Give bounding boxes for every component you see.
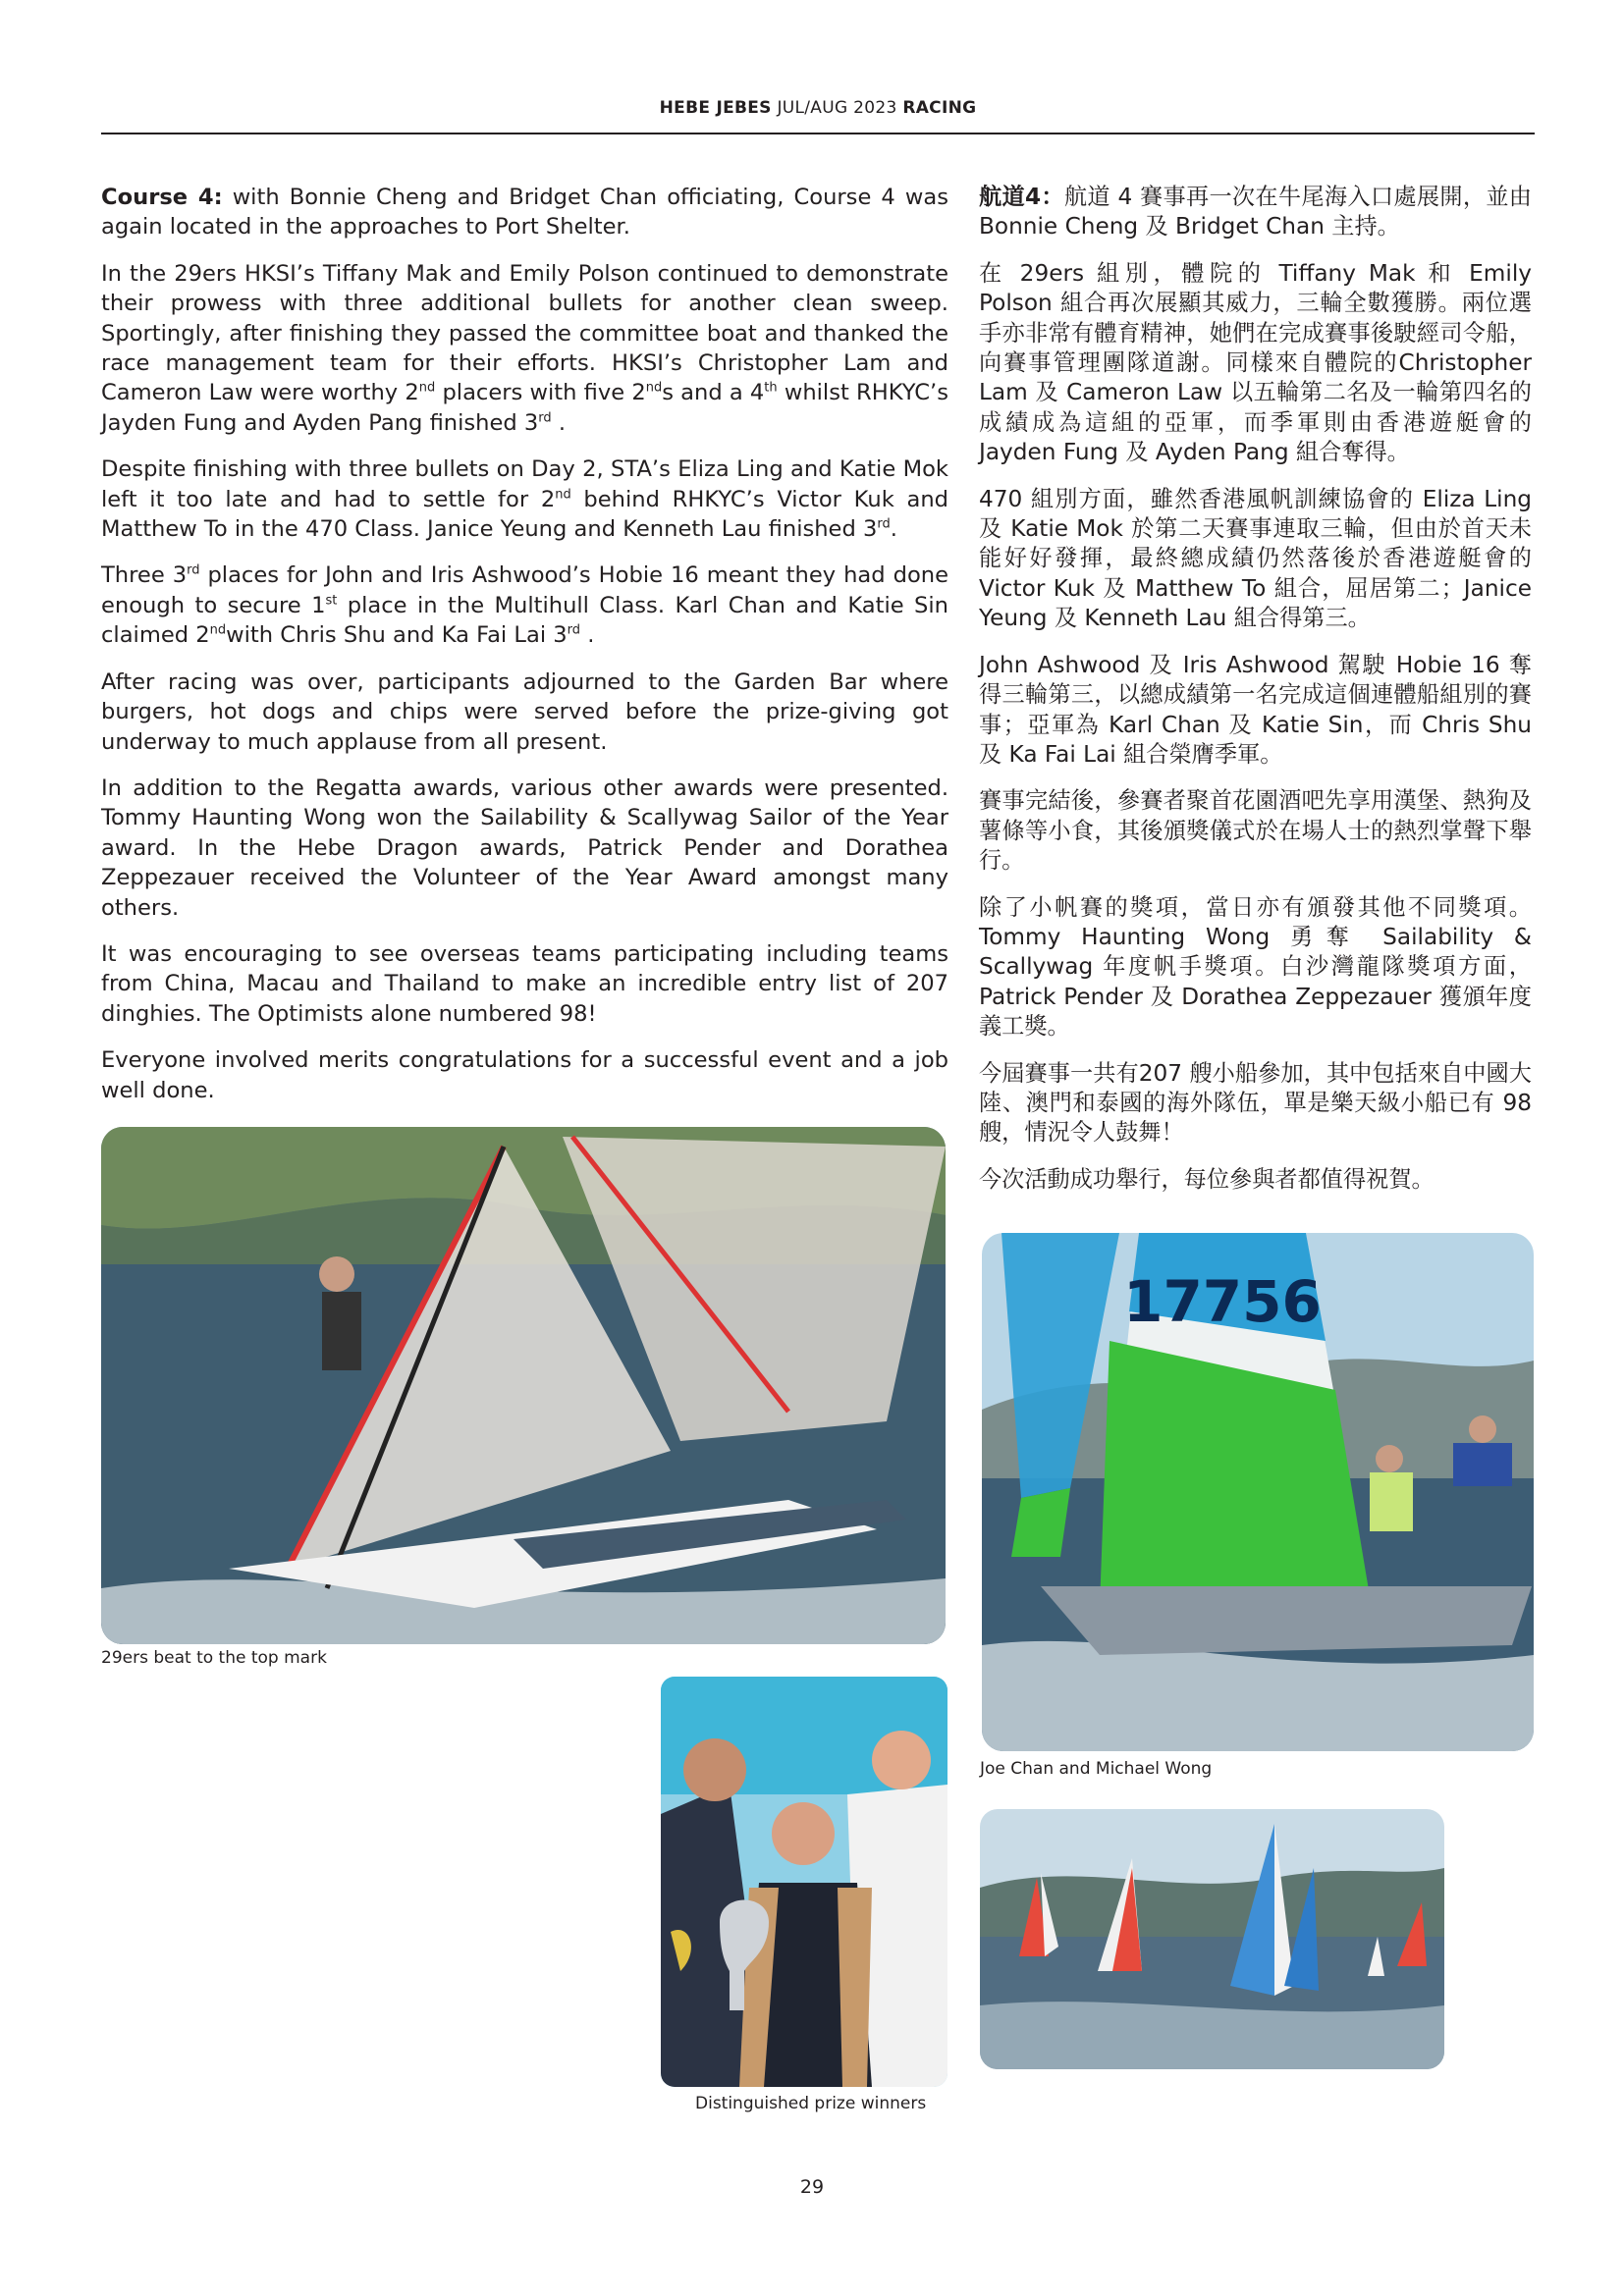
en-p4-c: place in the Multihull Class. Karl Chan and Katie Sin claimed 2 (101, 592, 948, 649)
photo-dinghy-fleet (980, 1809, 1444, 2069)
caption-hobie: Joe Chan and Michael Wong (980, 1759, 1213, 1779)
zh-p1-text: 航道 4 賽事再一次在牛尾海入口處展開，並由 Bonnie Cheng 及 Bridget Chan 主持。 (979, 184, 1532, 240)
publication-name: HEBE JEBES (659, 98, 772, 118)
section-name: RACING (902, 98, 977, 118)
zh-paragraph-2: 在 29ers 組別，體院的 Tiffany Mak 和 Emily Polson 組合再次展顯其威力，三輪全數獲勝。兩位選手亦非常有體育精神，她們在完成賽事後駛經司令船，向賽事管理團隊道謝。同樣來自體院的Christopher Lam 及 Cameron Law 以五輪第二名及一輪第四名的成績成為這組的亞軍，而季軍則由香港遊艇會的 Jayden Fung 及 Ayden Pang 組合奪得。 (979, 259, 1532, 466)
en-p4-sup2: st (325, 593, 338, 609)
photo-prize-winners (661, 1677, 947, 2087)
prize-winners-image (661, 1677, 947, 2087)
zh-paragraph-7: 今屆賽事一共有207 艘小船參加，其中包括來自中國大陸、澳門和泰國的海外隊伍，單是樂天級小船已有 98 艘，情況令人鼓舞！ (979, 1059, 1532, 1147)
en-p4-a: Three 3 (101, 562, 188, 589)
en-paragraph-8: Everyone involved merits congratulations for a successful event and a job well done. (101, 1047, 948, 1103)
en-paragraph-1 (101, 183, 948, 242)
en-p3-sup2: rd (877, 516, 891, 532)
zh-paragraph-6: 除了小帆賽的獎項，當日亦有頒發其他不同獎項。Tommy Haunting Wong 勇奪 Sailability & Scallywag 年度帆手獎項。白沙灣龍隊獎項方面，Patrick Pender 及 Dorathea Zeppezauer 獲頒年度義工獎。 (979, 893, 1532, 1041)
english-column (101, 183, 948, 1122)
en-paragraph-2 (101, 259, 948, 438)
en-p4-e: . (580, 622, 595, 649)
running-header (101, 98, 1535, 118)
en-paragraph-5: After racing was over, participants adjourned to the Garden Bar where burgers, hot dogs and chips were served before the prize-giving got underway to much applause from all present. (101, 668, 948, 755)
photo-29ers (101, 1127, 946, 1644)
issue-date: JUL/AUG 2023 (777, 98, 897, 118)
dinghy-fleet-image (980, 1809, 1444, 2069)
29ers-skiff-image (101, 1127, 946, 1644)
caption-29ers: 29ers beat to the top mark (101, 1648, 327, 1668)
en-p2-sup2: nd (645, 380, 663, 396)
zh-paragraph-1 (979, 183, 1532, 242)
en-p3-sup1: nd (555, 487, 571, 503)
zh-paragraph-8: 今次活動成功舉行，每位參與者都值得祝賀。 (979, 1165, 1435, 1193)
hobie-catamaran-image (982, 1233, 1534, 1751)
page-number: 29 (799, 2176, 825, 2198)
en-paragraph-7: It was encouraging to see overseas teams participating including teams from China, Macau and Thailand to make an incredible entry list of 207 dinghies. The Optimists alone numbered 98! (101, 940, 948, 1027)
en-p4-sup3: nd (209, 622, 227, 638)
en-p2-sup3: th (764, 380, 778, 396)
en-p2-b: placers with five 2 (435, 380, 646, 406)
en-paragraph-4 (101, 561, 948, 650)
en-course-heading: Course 4: (101, 185, 223, 210)
en-p2-a: In the 29ers HKSI’s Tiffany Mak and Emily Polson continued to demonstrate their prowess with three additional bullets for another clean sweep. Sportingly, after finishing they passed the committee boat and thanked the race management team for their efforts. HKSI’s Christopher Lam and Cameron Law were worthy 2 (101, 260, 948, 406)
en-p2-d: whilst RHKYC’s Jayden Fung and Ayden Pang finished 3 (101, 380, 949, 436)
zh-paragraph-5: 賽事完結後，參賽者聚首花園酒吧先享用漢堡、熱狗及薯條等小食，其後頒獎儀式於在場人士的熱烈掌聲下舉行。 (979, 787, 1532, 875)
photo-hobie (982, 1233, 1534, 1751)
en-p2-sup4: rd (538, 410, 552, 426)
en-p4-b: places for John and Iris Ashwood’s Hobie 16 meant they had done enough to secure 1 (101, 562, 948, 618)
en-p3-b: behind RHKYC’s Victor Kuk and Matthew To in the 470 Class. Janice Yeung and Kenneth Lau finished 3 (101, 486, 948, 543)
en-p3-a: Despite finishing with three bullets on Day 2, STA’s Eliza Ling and Katie Mok left it too late and had to settle for 2 (101, 456, 948, 512)
zh-paragraph-3: 470 組別方面，雖然香港風帆訓練協會的 Eliza Ling 及 Katie Mok 於第二天賽事連取三輪，但由於首天未能好好發揮，最終總成績仍然落後於香港遊艇會的 Victor Kuk 及 Matthew To 組合，屈居第二；Janice Yeung 及 Kenneth Lau 組合得第三。 (979, 485, 1532, 632)
en-p1-text: with Bonnie Cheng and Bridget Chan officiating, Course 4 was again located in the approaches to Port Shelter. (101, 185, 948, 240)
en-p4-d: with Chris Shu and Ka Fai Lai 3 (226, 622, 568, 649)
en-p2-sup1: nd (418, 380, 436, 396)
en-p3-c: . (890, 516, 897, 543)
en-paragraph-3 (101, 454, 948, 544)
zh-course-heading: 航道4： (979, 184, 1064, 210)
zh-paragraph-4: John Ashwood 及 Iris Ashwood 駕駛 Hobie 16 奪得三輪第三，以總成績第一名完成這個連體船組別的賽事；亞軍為 Karl Chan 及 Katie Sin，而 Chris Shu 及 Ka Fai Lai 組合榮膺季軍。 (979, 651, 1532, 768)
chinese-column (979, 183, 1532, 1211)
en-p4-sup1: rd (187, 562, 200, 578)
en-p4-sup4: rd (567, 622, 581, 638)
en-paragraph-6: In addition to the Regatta awards, various other awards were presented. Tommy Haunting Wong won the Sailability & Scallywag Sailor of the Year award. In the Hebe Dragon awards, Patrick Pender and Dorathea Zeppezauer received the Volunteer of the Year Award amongst many others. (101, 774, 948, 921)
en-p2-e: . (551, 409, 567, 436)
caption-prize-winners: Distinguished prize winners (695, 2094, 927, 2113)
header-rule (101, 133, 1535, 134)
hobie-sail-number: 17756 (1123, 1268, 1322, 1335)
en-p2-c: s and a 4 (662, 380, 765, 406)
